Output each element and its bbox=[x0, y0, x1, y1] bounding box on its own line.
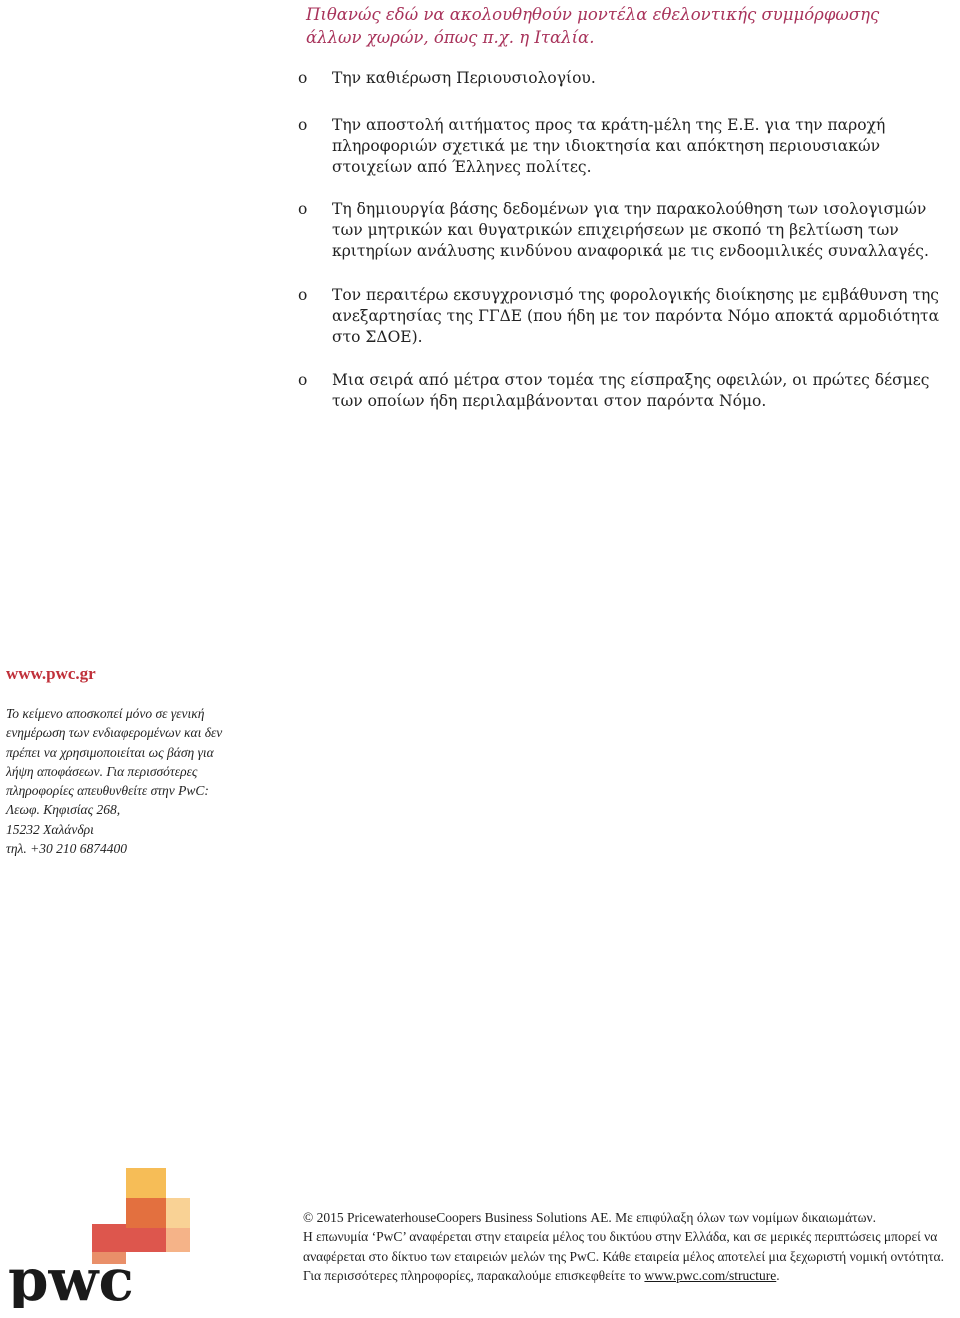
disclaimer-text: Το κείμενο αποσκοπεί μόνο σε γενική ενημέρωση των ενδιαφερομένων και δεν πρέπει να χρησιμοποιείται ως βάση για λήψη αποφάσεων. Για περισσότερες πληροφορίες απευθυνθείτε στην PwC: bbox=[6, 706, 223, 799]
list-item bbox=[298, 68, 943, 89]
legal-notice-text: Η επωνυμία ‘PwC’ αναφέρεται στην εταιρεία μέλος του δικτύου στην Ελλάδα, και σε μερικές περιπτώσεις μπορεί να αναφέρεται στο δίκτυο των εταιρειών μελών της PwC. Κάθε εταιρεία μέλος αποτελεί μια ξεχωριστή νομική οντότητα. Για περισσότερες πληροφορίες, παρακαλούμε επισκεφθείτε το bbox=[303, 1229, 944, 1283]
bullet-text: Την αποστολή αιτήματος προς τα κράτη-μέλη της Ε.Ε. για την παροχή πληροφοριών σχετικά με την ιδιοκτησία και απόκτηση περιουσιακών στοιχείων από Έλληνες πολίτες. bbox=[332, 116, 886, 176]
bullet-marker: o bbox=[298, 200, 308, 218]
pwc-logo bbox=[8, 1168, 208, 1313]
logo-tile bbox=[126, 1198, 166, 1228]
pwc-logo-graphic bbox=[8, 1168, 208, 1308]
address-line: Λεωφ. Κηφισίας 268, bbox=[6, 802, 121, 818]
logo-wordmark: pwc bbox=[8, 1246, 134, 1308]
list-item bbox=[298, 115, 943, 178]
footer bbox=[303, 1208, 958, 1285]
list-item bbox=[298, 199, 943, 262]
bullet-text: Μια σειρά από μέτρα στον τομέα της είσπραξης οφειλών, οι πρώτες δέσμες των οποίων ήδη περιλαμβάνονται στον παρόντα Νόμο. bbox=[332, 371, 930, 410]
bullet-marker: o bbox=[298, 69, 308, 87]
structure-link[interactable]: www.pwc.com/structure bbox=[644, 1267, 777, 1283]
bullet-text: Τη δημιουργία βάσης δεδομένων για την παρακολούθηση των ισολογισμών των μητρικών και θυγατρικών επιχειρήσεων με σκοπό τη βελτίωση των κριτηρίων ανάλυσης κινδύνου αναφορικά με τις ενδοομιλικές συναλλαγές. bbox=[332, 200, 929, 260]
logo-tile bbox=[126, 1168, 166, 1198]
legal-notice bbox=[303, 1227, 958, 1285]
phone-number: τηλ. +30 210 6874400 bbox=[6, 841, 127, 857]
bullet-marker: o bbox=[298, 371, 308, 389]
address-line: 15232 Χαλάνδρι bbox=[6, 821, 94, 837]
legal-notice-end: . bbox=[776, 1267, 780, 1283]
bullet-marker: o bbox=[298, 286, 308, 304]
logo-tile bbox=[166, 1198, 190, 1228]
list-item bbox=[298, 285, 943, 348]
disclaimer-block bbox=[6, 704, 231, 858]
intro-paragraph: Πιθανώς εδώ να ακολουθηθούν μοντέλα εθελοντικής συμμόρφωσης άλλων χωρών, όπως π.χ. η Ιταλία. bbox=[306, 5, 880, 47]
bullet-text: Την καθιέρωση Περιουσιολογίου. bbox=[332, 69, 596, 87]
bullet-marker: o bbox=[298, 116, 308, 134]
list-item bbox=[298, 370, 943, 412]
copyright-text: © 2015 PricewaterhouseCoopers Business Solutions ΑΕ. Με επιφύλαξη όλων των νομίμων δικαιωμάτων. bbox=[303, 1210, 876, 1225]
bullet-text: Τον περαιτέρω εκσυγχρονισμό της φορολογικής διοίκησης με εμβάθυνση της ανεξαρτησίας της ΓΓΔΕ (που ήδη με τον παρόντα Νόμο αποκτά αρμοδιότητα στο ΣΔΟΕ). bbox=[332, 286, 940, 346]
website-link[interactable]: www.pwc.gr bbox=[6, 664, 96, 683]
logo-tile bbox=[166, 1228, 190, 1252]
